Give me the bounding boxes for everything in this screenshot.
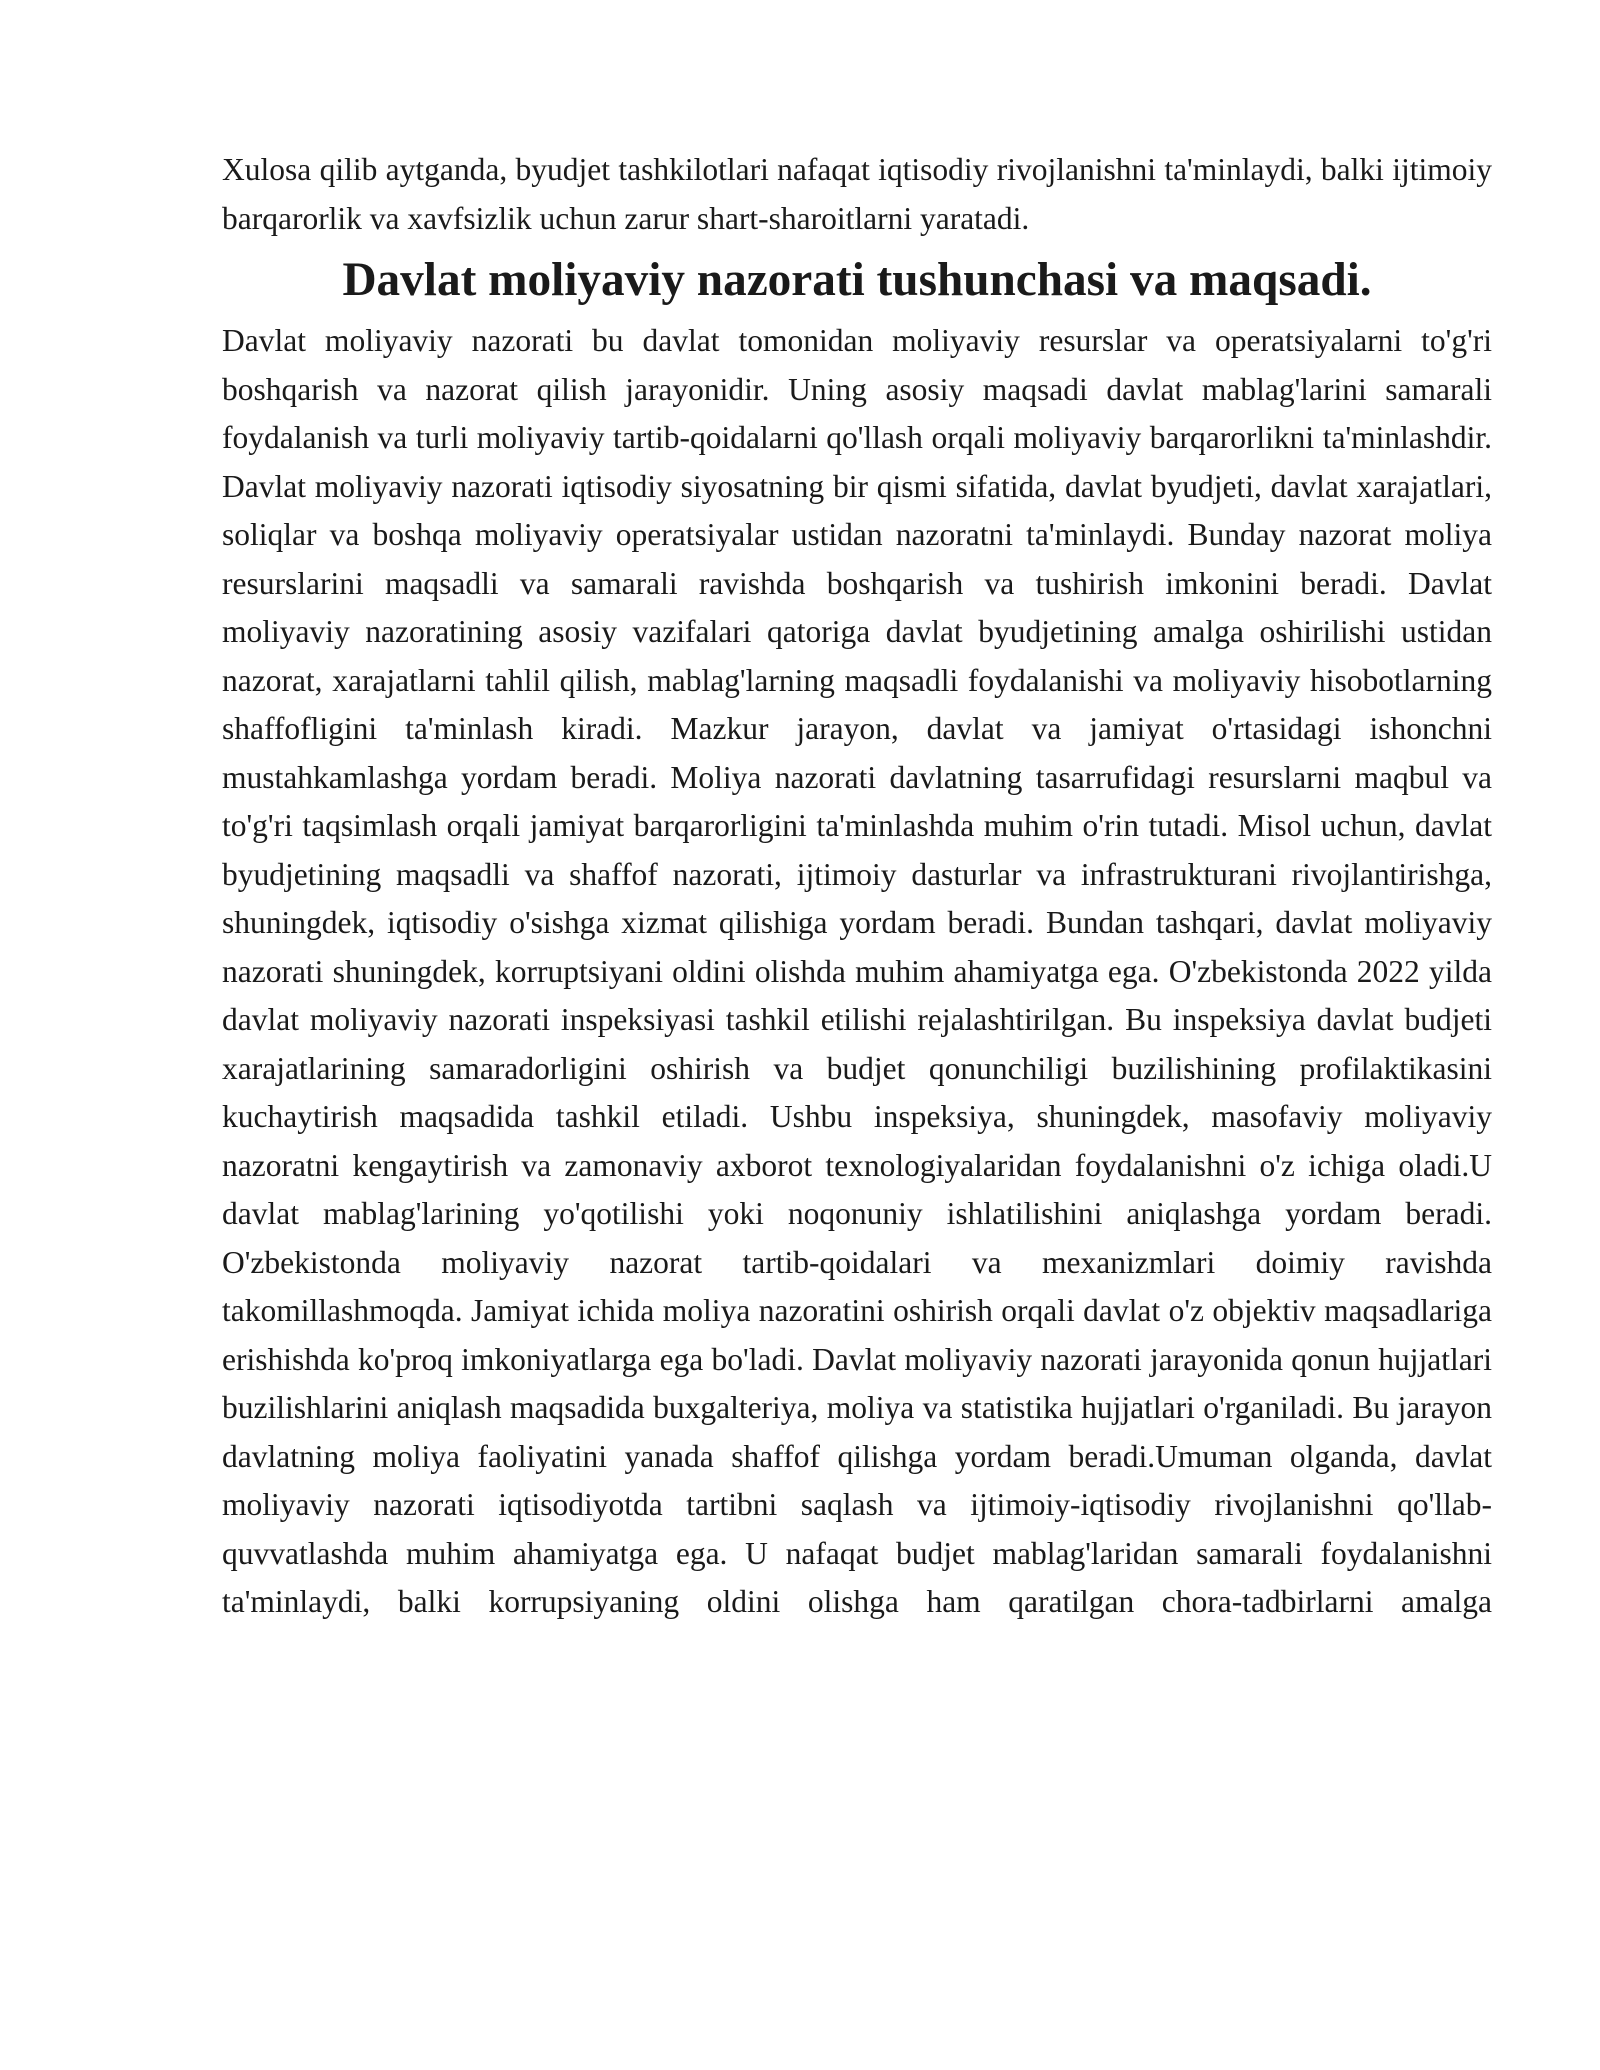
intro-paragraph: Xulosa qilib aytganda, byudjet tashkilotlari nafaqat iqtisodiy rivojlanishni ta'minlaydi, balki ijtimoiy barqarorlik va xavfsizlik uchun zarur shart-sharoitlarni yaratadi.	[222, 152, 1492, 236]
document-body	[222, 146, 1492, 1627]
main-paragraph: Davlat moliyaviy nazorati bu davlat tomonidan moliyaviy resurslar va operatsiyalarni to'g'ri boshqarish va nazorat qilish jarayonidir. Uning asosiy maqsadi davlat mablag'larini samarali foydalanish va turli moliyaviy tartib-qoidalarni qo'llash orqali moliyaviy barqarorlikni ta'minlashdir. Davlat moliyaviy nazorati iqtisodiy siyosatning bir qismi sifatida, davlat byudjeti, davlat xarajatlari, soliqlar va boshqa moliyaviy operatsiyalar ustidan nazoratni ta'minlaydi. Bunday nazorat moliya resurslarini maqsadli va samarali ravishda boshqarish va tushirish imkonini beradi. Davlat moliyaviy nazoratining asosiy vazifalari qatoriga davlat byudjetining amalga oshirilishi ustidan nazorat, xarajatlarni tahlil qilish, mablag'larning maqsadli foydalanishi va moliyaviy hisobotlarning shaffofligini ta'minlash kiradi. Mazkur jarayon, davlat va jamiyat o'rtasidagi ishonchni mustahkamlashga yordam beradi. Moliya nazorati davlatning tasarrufidagi resurslarni maqbul va to'g'ri taqsimlash orqali jamiyat barqarorligini ta'minlashda muhim o'rin tutadi. Misol uchun, davlat byudjetining maqsadli va shaffof nazorati, ijtimoiy dasturlar va infrastrukturani rivojlantirishga, shuningdek, iqtisodiy o'sishga xizmat qilishiga yordam beradi. Bundan tashqari, davlat moliyaviy nazorati shuningdek, korruptsiyani oldini olishda muhim ahamiyatga ega. O'zbekistonda 2022 yilda davlat moliyaviy nazorati inspeksiyasi tashkil etilishi rejalashtirilgan. Bu inspeksiya davlat budjeti xarajatlarining samaradorligini oshirish va budjet qonunchiligi buzilishining profilaktikasini kuchaytirish maqsadida tashkil etiladi. Ushbu inspeksiya, shuningdek, masofaviy moliyaviy nazoratni kengaytirish va zamonaviy axborot texnologiyalaridan foydalanishni o'z ichiga oladi.U davlat mablag'larining yo'qotilishi yoki noqonuniy ishlatilishini aniqlashga yordam beradi. O'zbekistonda moliyaviy nazorat tartib-qoidalari va mexanizmlari doimiy ravishda takomillashmoqda. Jamiyat ichida moliya nazoratini oshirish orqali davlat o'z objektiv maqsadlariga erishishda ko'proq imkoniyatlarga ega bo'ladi. Davlat moliyaviy nazorati jarayonida qonun hujjatlari buzilishlarini aniqlash maqsadida buxgalteriya, moliya va statistika hujjatlari o'rganiladi. Bu jarayon davlatning moliya faoliyatini yanada shaffof qilishga yordam beradi.Umuman olganda, davlat moliyaviy nazorati iqtisodiyotda tartibni saqlash va ijtimoiy-iqtisodiy rivojlanishni qo'llab-quvvatlashda muhim ahamiyatga ega. U nafaqat budjet mablag'laridan samarali foydalanishni ta'minlaydi, balki korrupsiyaning oldini olishga ham qaratilgan chora-tadbirlarni amalga	[222, 323, 1492, 1619]
section-heading: Davlat moliyaviy nazorati tushunchasi va maqsadi.	[342, 254, 1372, 306]
